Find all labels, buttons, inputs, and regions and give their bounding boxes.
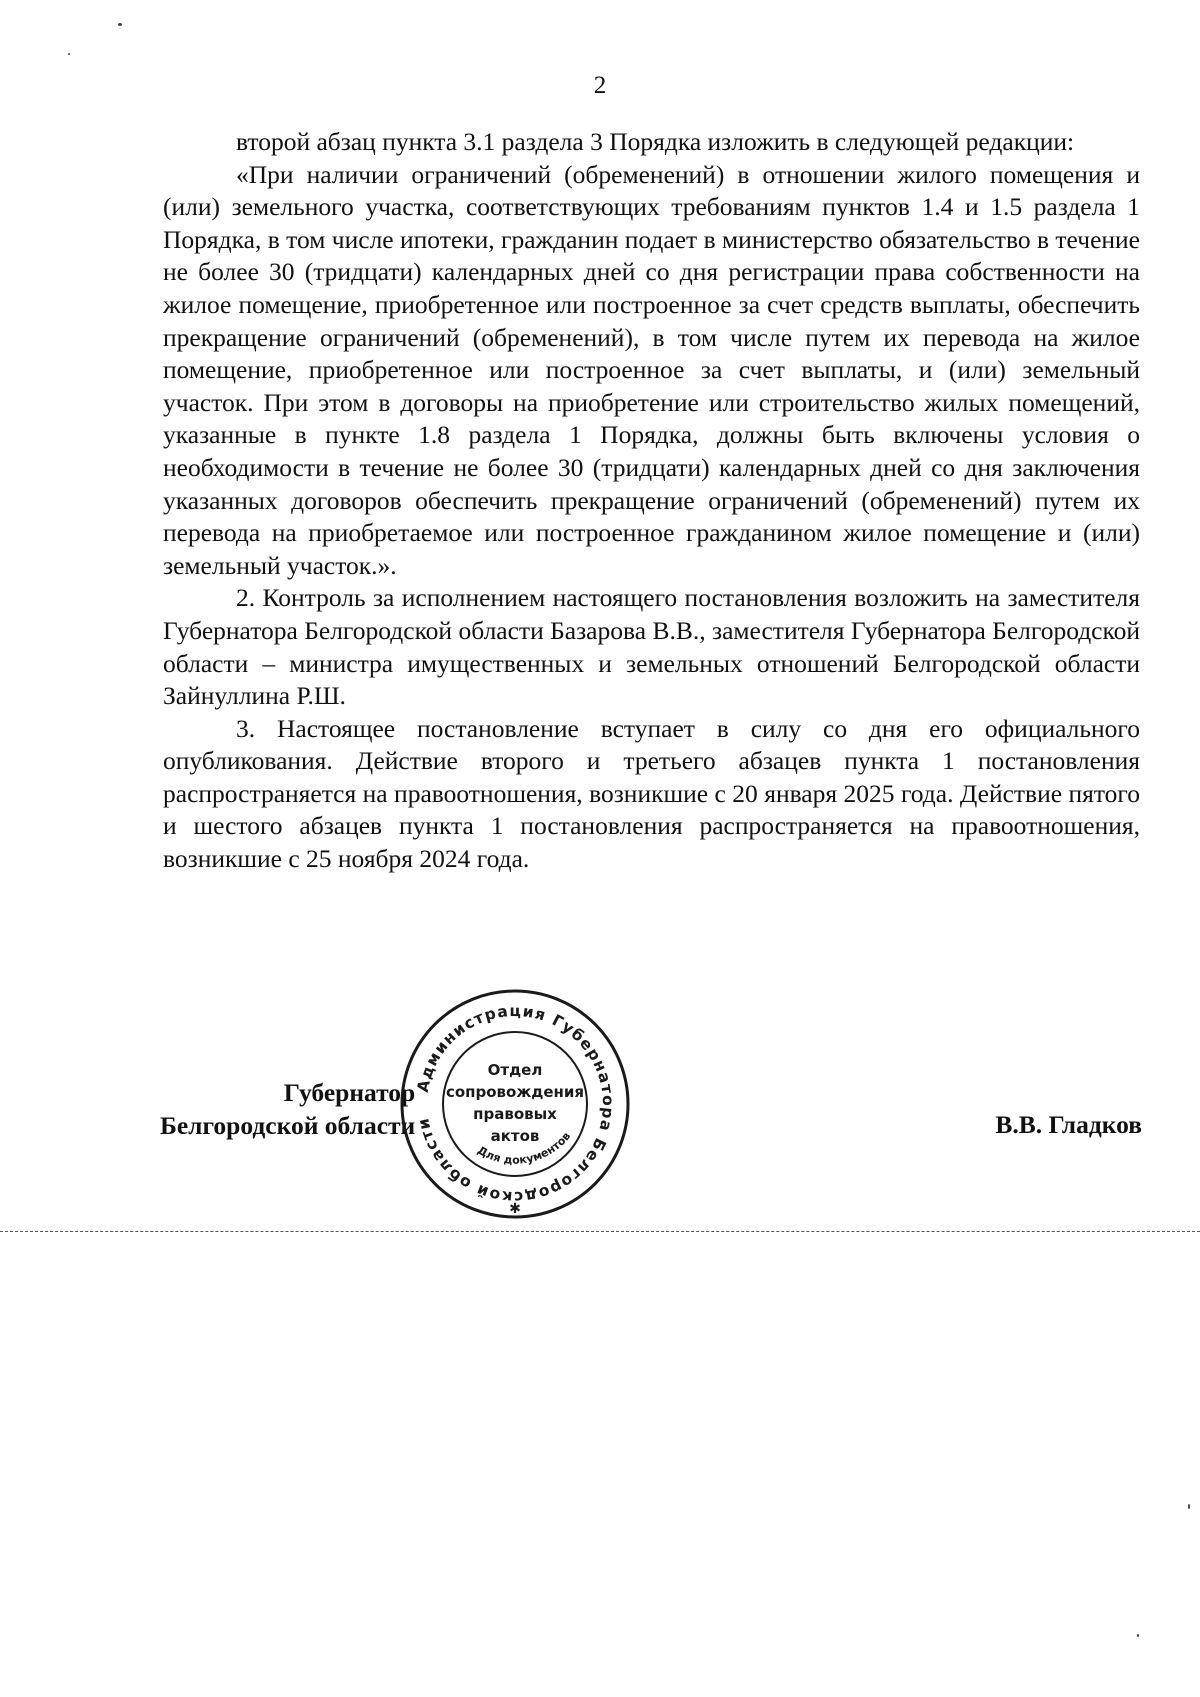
signer-position-line1: Губернатор <box>283 1078 416 1107</box>
official-stamp <box>398 987 632 1221</box>
paragraph-effective-date: 3. Настоящее постановление вступает в силу со дня его официального опубликования. Действие второго и третьего абзацев пункта 1 постановления распространяется на правоотношения, возникшие с 20 января 2025 года. Действие пятого и шестого абзацев пункта 1 постановления распространяется на правоотношения, возникшие с 25 ноября 2024 года. <box>163 713 1140 874</box>
scan-speck <box>68 53 70 55</box>
stamp-center-line2: сопровождения <box>445 1083 585 1101</box>
stamp-ring-text: Администрация Губернатора Белгородской области <box>413 1001 618 1207</box>
stamp-bottom-text: Для документов <box>475 1129 574 1167</box>
signer-name: В.В. Гладков <box>995 1110 1142 1139</box>
stamp-star-icon: ✱ <box>509 1201 521 1217</box>
scan-speck <box>1188 1504 1190 1509</box>
signature-block <box>160 1076 415 1142</box>
stamp-outer-ring <box>402 991 628 1217</box>
stamp-center-line1: Отдел <box>487 1061 543 1079</box>
document-body <box>163 126 1140 876</box>
paragraph-amendment-intro: второй абзац пункта 3.1 раздела 3 Порядка изложить в следующей редакции: <box>236 127 1075 156</box>
stamp-center-line3: правовых <box>473 1105 557 1123</box>
scan-speck <box>1137 1634 1139 1637</box>
stamp-center-line4: актов <box>490 1127 540 1145</box>
page-divider <box>0 1231 1200 1232</box>
paragraph-control: 2. Контроль за исполнением настоящего постановления возложить на заместителя Губернатора Белгородской области Базарова В.В., заместителя Губернатора Белгородской области – министра имущественных и земельных отношений Белгородской области Зайнуллина Р.Ш. <box>163 583 1140 711</box>
page-number: 2 <box>593 72 607 99</box>
scan-speck <box>118 23 122 26</box>
signer-position-line2: Белгородской области <box>160 1111 416 1140</box>
paragraph-amendment-text: «При наличии ограничений (обременений) в отношении жилого помещения и (или) земельного участка, соответствующих требованиям пунктов 1.4 и 1.5 раздела 1 Порядка, в том числе ипотеки, гражданин подает в министерство обязательство в течение не более 30 (тридцати) календарных дней со дня регистрации права собственности на жилое помещение, приобретенное или построенное за счет средств выплаты, обеспечить прекращение ограничений (обременений), в том числе путем их перевода на жилое помещение, приобретенное или построенное за счет выплаты, и (или) земельный участок. При этом в договоры на приобретение или строительство жилых помещений, указанные в пункте 1.8 раздела 1 Порядка, должны быть включены условия о необходимости в течение не более 30 (тридцати) календарных дней со дня заключения указанных договоров обеспечить прекращение ограничений (обременений) путем их перевода на приобретаемое или построенное гражданином жилое помещение и (или) земельный участок.». <box>163 159 1140 580</box>
